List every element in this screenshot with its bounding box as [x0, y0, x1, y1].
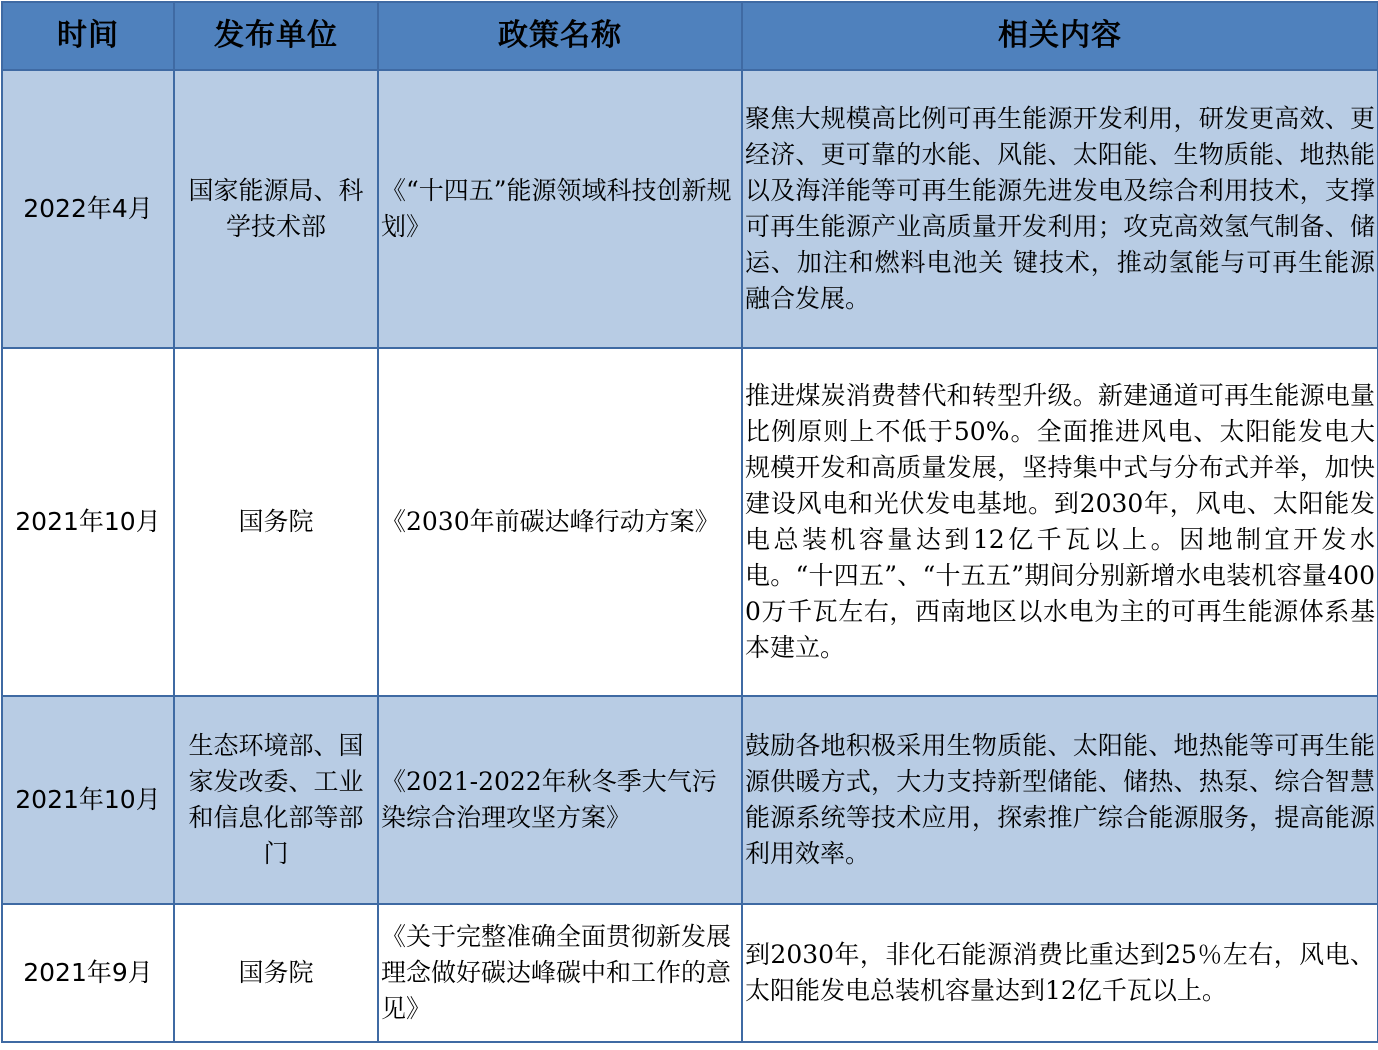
publisher-cell: 国务院 [174, 348, 378, 696]
header-content: 相关内容 [742, 2, 1378, 70]
content-cell: 推进煤炭消费替代和转型升级。新建通道可再生能源电量比例原则上不低于50%。全面推进风电、太阳能发电大规模开发和高质量发展，坚持集中式与分布式并举，加快建设风电和光伏发电基地。到2030年，风电、太阳能发电总装机容量达到12亿千瓦以上。因地制宜开发水电。“十四五”、“十五五”期间分别新增水电装机容量4000万千瓦左右，西南地区以水电为主的可再生能源体系基本建立。 [742, 348, 1378, 696]
table-row [2, 348, 1378, 696]
publisher-cell: 国务院 [174, 904, 378, 1042]
time-cell: 2022年4月 [2, 70, 174, 348]
content-cell: 鼓励各地积极采用生物质能、太阳能、地热能等可再生能源供暖方式，大力支持新型储能、储热、热泵、综合智慧能源系统等技术应用，探索推广综合能源服务，提高能源利用效率。 [742, 696, 1378, 904]
table-row [2, 70, 1378, 348]
policy-name-cell: 《“十四五”能源领域科技创新规划》 [378, 70, 742, 348]
policy-table [1, 1, 1378, 1043]
table-row [2, 696, 1378, 904]
header-publisher: 发布单位 [174, 2, 378, 70]
content-cell: 聚焦大规模高比例可再生能源开发利用，研发更高效、更经济、更可靠的水能、风能、太阳能、生物质能、地热能以及海洋能等可再生能源先进发电及综合利用技术，支撑可再生能源产业高质量开发利用；攻克高效氢气制备、储运、加注和燃料电池关 键技术，推动氢能与可再生能源融合发展。 [742, 70, 1378, 348]
publisher-cell: 国家能源局、科学技术部 [174, 70, 378, 348]
time-cell: 2021年10月 [2, 696, 174, 904]
time-cell: 2021年9月 [2, 904, 174, 1042]
policy-name-cell: 《关于完整准确全面贯彻新发展理念做好碳达峰碳中和工作的意见》 [378, 904, 742, 1042]
content-cell: 到2030年，非化石能源消费比重达到25％左右，风电、太阳能发电总装机容量达到12亿千瓦以上。 [742, 904, 1378, 1042]
header-policy-name: 政策名称 [378, 2, 742, 70]
table-header [2, 2, 1378, 70]
publisher-cell: 生态环境部、国家发改委、工业和信息化部等部门 [174, 696, 378, 904]
time-cell: 2021年10月 [2, 348, 174, 696]
policy-name-cell: 《2030年前碳达峰行动方案》 [378, 348, 742, 696]
header-time: 时间 [2, 2, 174, 70]
policy-name-cell: 《2021-2022年秋冬季大气污染综合治理攻坚方案》 [378, 696, 742, 904]
table-row [2, 904, 1378, 1042]
header-row [2, 2, 1378, 70]
table-body [2, 70, 1378, 1042]
